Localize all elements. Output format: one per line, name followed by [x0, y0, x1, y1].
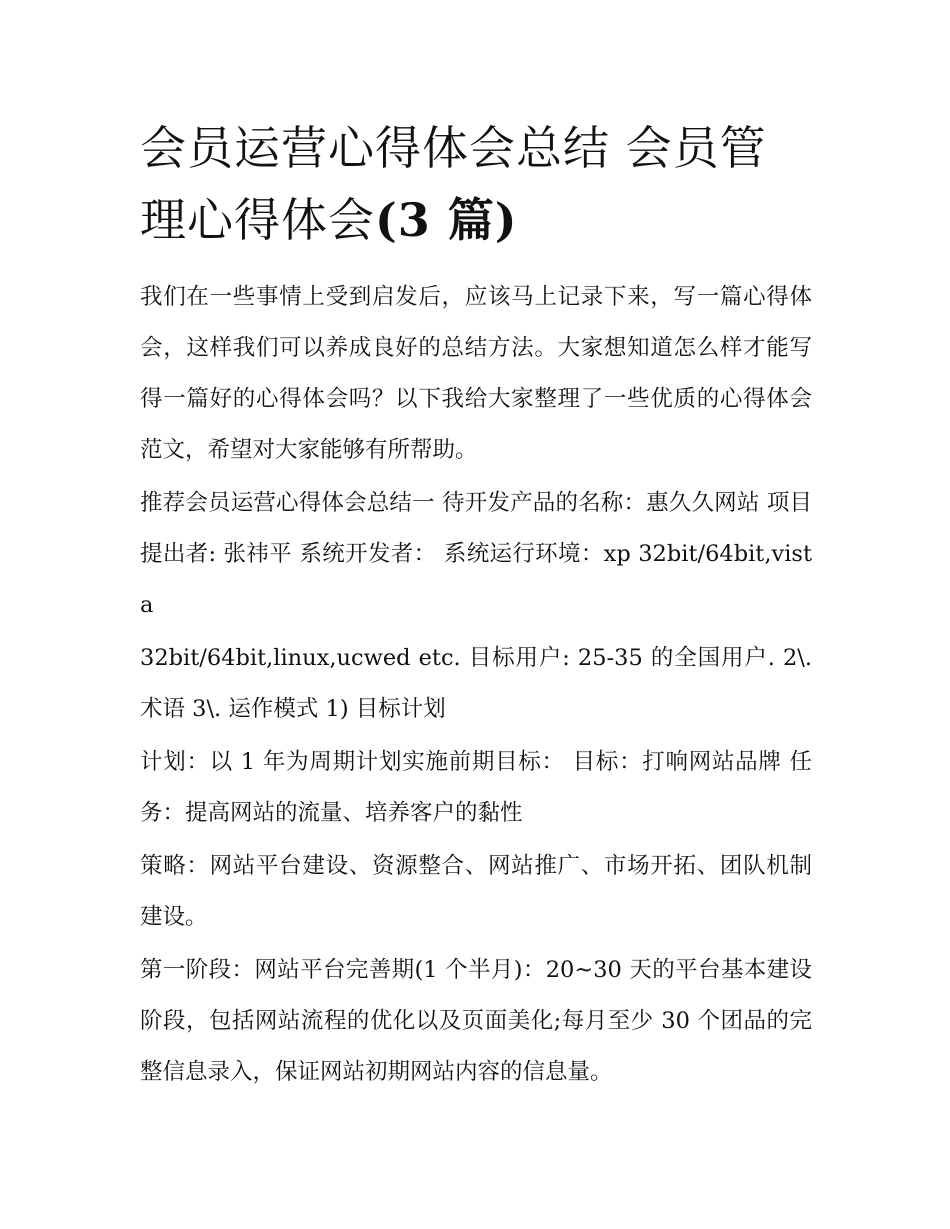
title-text: 会员运营心得体会总结 会员管理心得体会	[140, 121, 767, 247]
document-title	[140, 112, 812, 256]
title-count: (3 篇)	[375, 193, 518, 247]
strategy-paragraph: 策略：网站平台建设、资源整合、网站推广、市场开拓、团队机制建设。	[140, 853, 812, 930]
intro-paragraph: 我们在一些事情上受到启发后，应该马上记录下来，写一篇心得体会，这样我们可以养成良好的总结方法。大家想知道怎么样才能写得一篇好的心得体会吗？以下我给大家整理了一些优质的心得体会范文，希望对大家能够有所帮助。	[140, 284, 812, 463]
plan-paragraph: 计划：以 1 年为周期计划实施前期目标： 目标：打响网站品牌 任务：提高网站的流量、培养客户的黏性	[140, 749, 812, 826]
product-info-paragraph: 推荐会员运营心得体会总结一 待开发产品的名称：惠久久网站 项目提出者: 张祎平 系统开发者： 系统运行环境：xp 32bit/64bit,vista	[140, 490, 812, 618]
phase-one-paragraph: 第一阶段：网站平台完善期(1 个半月)：20~30 天的平台基本建设阶段，包括网站流程的优化以及页面美化;每月至少 30 个团品的完整信息录入，保证网站初期网站内容的信息量。	[140, 957, 812, 1085]
document-page	[140, 112, 812, 1100]
target-user-paragraph: 32bit/64bit,linux,ucwed etc. 目标用户: 25-35 的全国用户. 2\. 术语 3\. 运作模式 1) 目标计划	[140, 645, 812, 722]
